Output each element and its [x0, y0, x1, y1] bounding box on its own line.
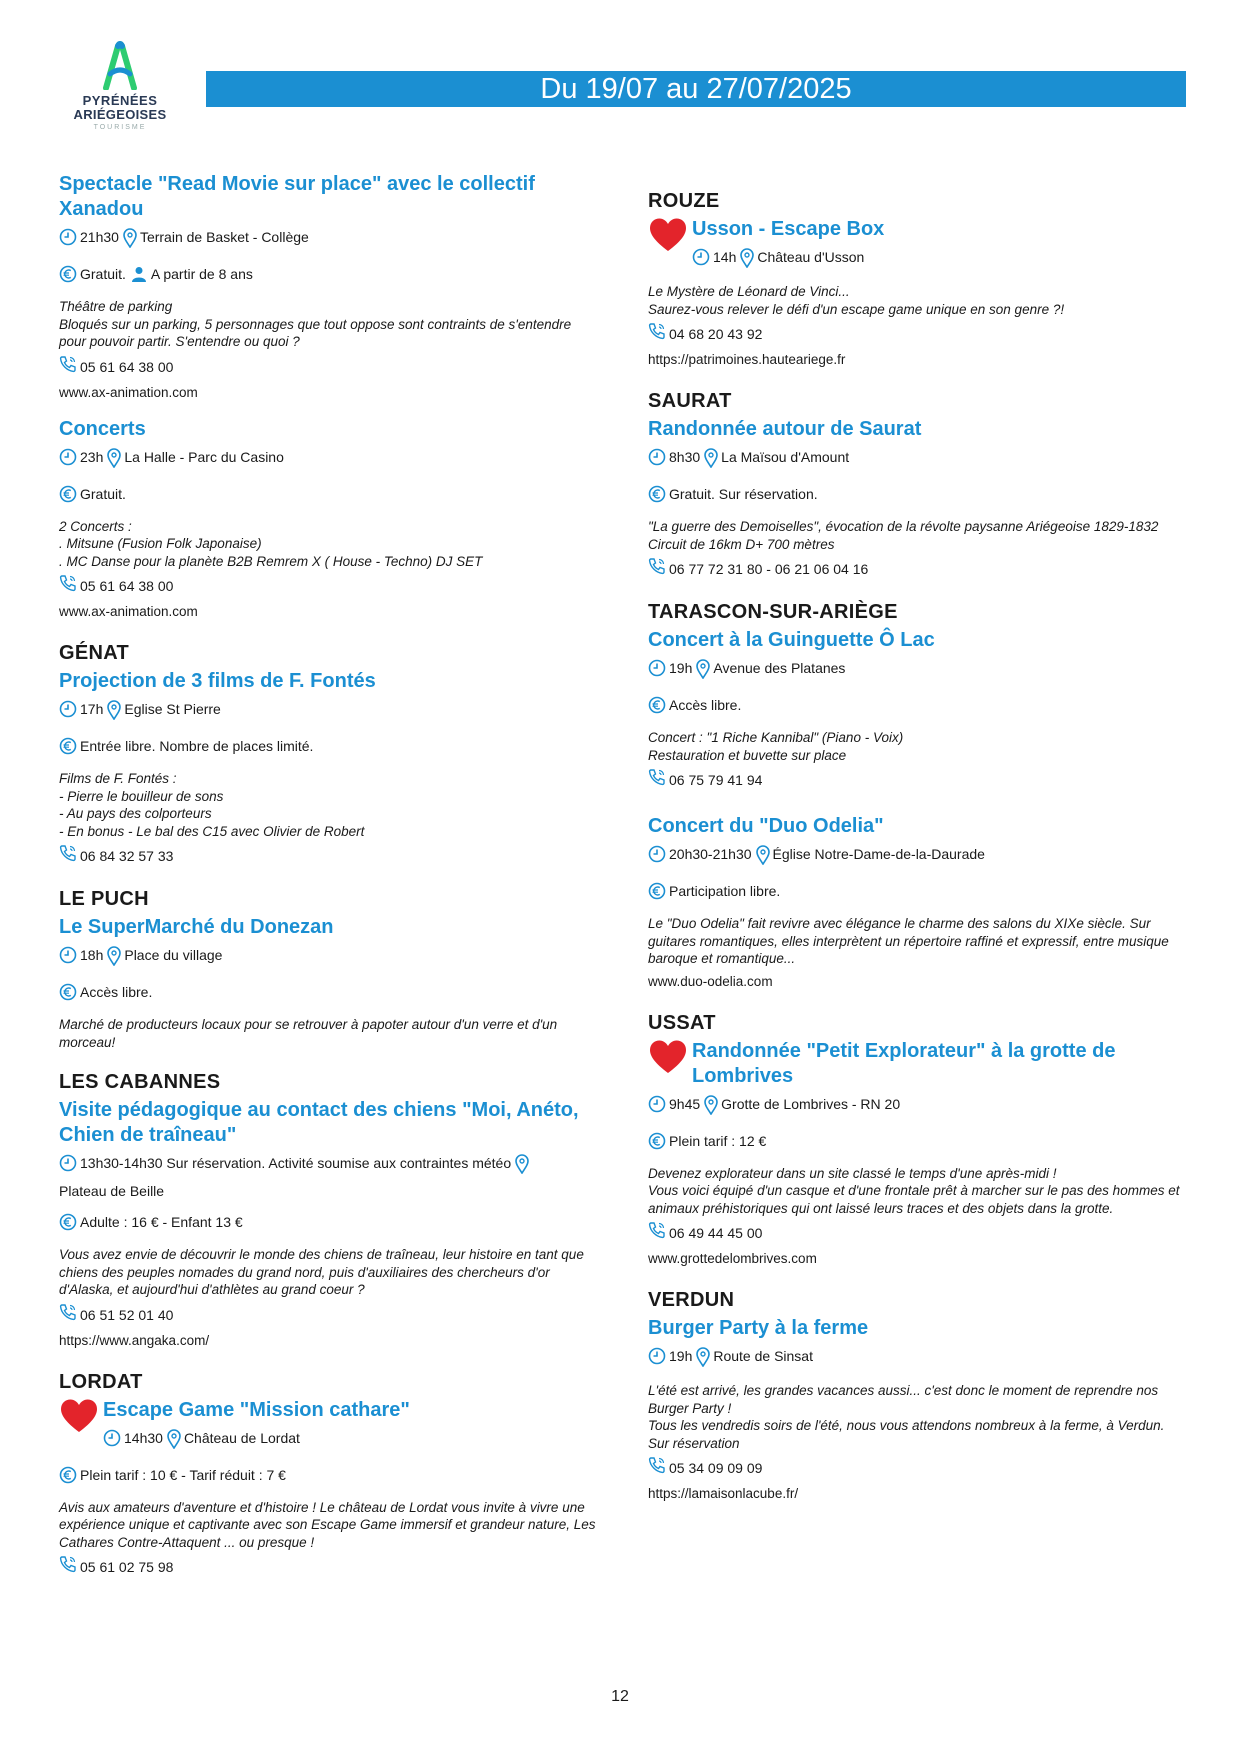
phone-icon — [648, 768, 666, 792]
event-title: Concerts — [59, 417, 146, 440]
event-place: La Halle - Parc du Casino — [124, 448, 284, 465]
event-title: Escape Game "Mission cathare" — [103, 1398, 410, 1421]
event-price: Accès libre. — [80, 984, 153, 1000]
desc-line: Devenez explorateur dans un site classé le temps d'une après-midi ! — [648, 1165, 1057, 1181]
event-description — [648, 283, 1188, 318]
city-heading: SAURAT — [648, 390, 732, 412]
event-description — [59, 298, 599, 351]
location-pin-icon — [696, 659, 710, 685]
event-phone[interactable]: 05 61 02 75 98 — [80, 1559, 174, 1575]
location-pin-icon — [704, 448, 718, 474]
euro-icon — [59, 983, 77, 1007]
euro-icon — [648, 696, 666, 720]
desc-line: Vous avez envie de découvrir le monde des chiens de traîneau, leur histoire en tant que chiens des peuples nomades du grand nord, puis d'auxiliaires des chercheurs d'or d'Alaska, et aujourd'hui d'athlètes au grand coeur ? — [59, 1247, 584, 1297]
desc-line: Tous les vendredis soirs de l'été, nous vous attendons nombreux à la ferme, à Verdun. — [648, 1418, 1165, 1433]
event-website[interactable]: https://www.angaka.com/ — [59, 1332, 210, 1348]
event-place: Terrain de Basket - Collège — [139, 229, 309, 245]
phone-icon — [59, 574, 77, 598]
location-pin-icon — [704, 1095, 718, 1121]
event-time: 13h30-14h30 Sur réservation. Activité soumise aux contraintes météo — [80, 1155, 512, 1171]
euro-icon — [59, 1466, 77, 1490]
event-title: Le SuperMarché du Donezan — [59, 916, 334, 938]
clock-icon — [692, 248, 710, 272]
event-price: Plein tarif : 12 € — [669, 1132, 767, 1149]
location-pin-icon — [740, 248, 754, 274]
event-time: 18h — [80, 947, 104, 963]
city-heading: LES CABANNES — [59, 1071, 221, 1093]
event-title: Usson - Escape Box — [692, 218, 885, 240]
location-pin-icon — [167, 1429, 181, 1455]
event-price: Gratuit. — [80, 485, 126, 502]
event-time: 14h — [713, 249, 737, 265]
desc-line: Films de F. Fontés : — [59, 771, 177, 786]
desc-line: - Au pays des colporteurs — [59, 806, 212, 821]
desc-line: Vous voici équipé d'un casque et d'une frontale prêt à marcher sur le pas des hommes et animaux préhistoriques qui ont laissé leurs traces et des objets dans la grotte. — [648, 1183, 1180, 1216]
event-phone[interactable]: 04 68 20 43 92 — [669, 326, 763, 342]
event-phone[interactable]: 06 51 52 01 40 — [80, 1306, 174, 1323]
event-place: La Maïsou d'Amount — [721, 449, 850, 465]
date-banner: Du 19/07 au 27/07/2025 — [206, 71, 1186, 107]
event-concerts — [59, 417, 599, 623]
event-guinguette — [648, 628, 1188, 792]
event-place: Plateau de Beille — [59, 1183, 165, 1199]
event-phone[interactable]: 06 77 72 31 80 - 06 21 06 04 16 — [669, 561, 869, 577]
phone-icon — [59, 1555, 77, 1579]
desc-line: - Pierre le bouilleur de sons — [59, 788, 224, 804]
left-column — [59, 172, 599, 1593]
event-website[interactable]: www.ax-animation.com — [59, 384, 198, 400]
location-pin-icon — [107, 700, 121, 726]
desc-line: - En bonus - Le bal des C15 avec Olivier de Robert — [59, 823, 365, 839]
logo-line-1: PYRÉNÉES — [82, 93, 158, 108]
city-heading: ROUZE — [648, 190, 720, 212]
desc-line: Le "Duo Odelia" fait revivre avec élégance le charme des salons du XIXe siècle. Sur guitares romantiques, elles interprètent un répertoire raffiné et expressif, entre musique baroque et romantique... — [648, 916, 1169, 966]
event-price: Gratuit. Sur réservation. — [669, 486, 818, 502]
event-title: Concert du "Duo Odelia" — [648, 815, 884, 837]
event-place: Route de Sinsat — [713, 1348, 813, 1364]
event-phone[interactable]: 06 49 44 45 00 — [669, 1225, 763, 1241]
right-column — [648, 190, 1188, 1518]
logo — [72, 40, 168, 131]
phone-icon — [648, 1221, 666, 1245]
euro-icon — [648, 1132, 666, 1156]
event-phone[interactable]: 05 34 09 09 09 — [669, 1460, 763, 1476]
city-heading: GÉNAT — [59, 642, 130, 664]
event-description — [648, 1165, 1188, 1218]
logo-line-3: TOURISME — [93, 124, 147, 131]
event-price: Adulte : 16 € - Enfant 13 € — [80, 1214, 243, 1230]
heart-icon — [59, 1398, 101, 1439]
clock-icon — [648, 659, 666, 683]
event-price: Participation libre. — [669, 883, 781, 899]
event-title: Randonnée autour de Saurat — [648, 418, 922, 440]
person-icon — [130, 265, 148, 289]
desc-line: Le Mystère de Léonard de Vinci... — [648, 284, 850, 299]
euro-icon — [59, 1213, 77, 1237]
city-heading: USSAT — [648, 1011, 716, 1034]
desc-line: Restauration et buvette sur place — [648, 747, 847, 763]
event-time: 20h30-21h30 — [669, 846, 752, 862]
event-price: Entrée libre. Nombre de places limité. — [80, 738, 314, 754]
event-time: 19h — [669, 1348, 693, 1364]
event-website[interactable]: www.ax-animation.com — [59, 604, 198, 619]
desc-line: "La guerre des Demoiselles", évocation de la révolte paysanne Ariégeoise 1829-1832 — [648, 519, 1159, 534]
clock-icon — [103, 1429, 121, 1453]
clock-icon — [648, 448, 666, 472]
event-projection — [59, 669, 599, 868]
euro-icon — [59, 265, 77, 289]
event-price: Plein tarif : 10 € - Tarif réduit : 7 € — [80, 1466, 286, 1483]
event-time: 9h45 — [669, 1095, 701, 1112]
event-description — [59, 518, 599, 571]
location-pin-icon — [107, 946, 121, 972]
event-duo-odelia — [648, 814, 1188, 992]
event-time: 23h — [80, 448, 104, 465]
city-heading: LE PUCH — [59, 888, 149, 910]
event-description — [648, 915, 1188, 968]
event-time: 8h30 — [669, 449, 701, 465]
event-age: A partir de 8 ans — [150, 266, 253, 282]
location-pin-icon — [107, 448, 121, 474]
desc-line: Circuit de 16km D+ 700 mètres — [648, 536, 835, 552]
event-chiens — [59, 1098, 599, 1351]
euro-icon — [59, 737, 77, 761]
event-price: Gratuit. — [80, 266, 126, 282]
logo-mark-icon — [98, 40, 142, 90]
location-pin-icon — [515, 1154, 529, 1180]
desc-line: Concert : "1 Riche Kannibal" (Piano - Voix) — [648, 730, 904, 745]
event-description — [59, 1016, 599, 1051]
event-website[interactable]: www.grottedelombrives.com — [648, 1251, 817, 1266]
city-heading: VERDUN — [648, 1289, 735, 1311]
event-escape-game — [59, 1398, 599, 1580]
event-price: Accès libre. — [669, 697, 742, 713]
event-place: Château d'Usson — [757, 249, 865, 265]
event-description — [59, 1499, 599, 1552]
event-supermarche — [59, 915, 599, 1051]
heart-icon — [648, 217, 690, 258]
phone-icon — [59, 1303, 77, 1327]
event-place: Eglise St Pierre — [124, 701, 221, 717]
event-website[interactable]: https://lamaisonlacube.fr/ — [648, 1486, 799, 1501]
event-phone[interactable]: 06 84 32 57 33 — [80, 848, 174, 864]
clock-icon — [59, 1154, 77, 1178]
event-description — [59, 770, 599, 840]
event-read-movie — [59, 172, 599, 403]
event-description — [648, 729, 1188, 764]
event-phone[interactable]: 05 61 64 38 00 — [80, 358, 174, 375]
event-description — [59, 1246, 599, 1299]
desc-line: . MC Danse pour la planète B2B Remrem X ( House - Techno) DJ SET — [59, 553, 483, 569]
location-pin-icon — [756, 845, 770, 871]
euro-icon — [59, 485, 77, 509]
desc-line: . Mitsune (Fusion Folk Japonaise) — [59, 536, 262, 551]
desc-line: Marché de producteurs locaux pour se retrouver à papoter autour d'un verre et d'un morceau! — [59, 1017, 558, 1050]
event-title: Visite pédagogique au contact des chiens "Moi, Anéto, Chien de traîneau" — [59, 1099, 579, 1146]
event-description — [648, 518, 1188, 553]
clock-icon — [648, 845, 666, 869]
event-place: Grotte de Lombrives - RN 20 — [721, 1095, 901, 1112]
phone-icon — [59, 844, 77, 868]
event-title: Concert à la Guinguette Ô Lac — [648, 629, 935, 651]
event-title: Randonnée "Petit Explorateur" à la grotte de Lombrives — [692, 1039, 1116, 1087]
event-title: Burger Party à la ferme — [648, 1317, 869, 1339]
event-time: 14h30 — [124, 1429, 163, 1446]
clock-icon — [648, 1095, 666, 1119]
event-randonnee-saurat — [648, 417, 1188, 581]
event-phone[interactable]: 05 61 64 38 00 — [80, 578, 174, 594]
page-number: 12 — [611, 1688, 629, 1705]
desc-line: Avis aux amateurs d'aventure et d'histoire ! Le château de Lordat vous invite à vivre une expérience unique et captivante avec son Escape Game immersif et grandeur nature, Les Cathares Contre-Attaquent ... ou presque ! — [59, 1499, 596, 1550]
event-time: 21h30 — [80, 229, 119, 245]
desc-line: L'été est arrivé, les grandes vacances aussi... c'est donc le moment de reprendre nos Burger Party ! — [648, 1383, 1159, 1416]
event-website[interactable]: https://patrimoines.hauteariege.fr — [648, 352, 846, 367]
desc-line: 2 Concerts : — [59, 518, 132, 534]
location-pin-icon — [696, 1347, 710, 1373]
event-place: Avenue des Platanes — [713, 660, 846, 676]
city-heading: TARASCON-SUR-ARIÈGE — [648, 601, 898, 623]
clock-icon — [59, 228, 77, 252]
event-burger-party — [648, 1316, 1188, 1504]
desc-line: Saurez-vous relever le défi d'un escape game unique en son genre ?! — [648, 301, 1065, 317]
phone-icon — [648, 557, 666, 581]
event-place: Église Notre-Dame-de-la-Daurade — [772, 846, 985, 862]
city-heading: LORDAT — [59, 1370, 143, 1393]
clock-icon — [59, 448, 77, 472]
phone-icon — [648, 322, 666, 346]
euro-icon — [648, 882, 666, 906]
desc-line: Sur réservation — [648, 1435, 740, 1451]
event-time: 17h — [80, 701, 104, 717]
phone-icon — [648, 1456, 666, 1480]
event-usson — [648, 217, 1188, 370]
clock-icon — [59, 946, 77, 970]
logo-line-2: ARIÉGEOISES — [73, 107, 167, 122]
event-time: 19h — [669, 660, 693, 676]
event-title: Projection de 3 films de F. Fontés — [59, 670, 376, 692]
desc-line: Bloqués sur un parking, 5 personnages que tout oppose sont contraints de s'entendre pour pouvoir partir. S'entendre ou quoi ? — [59, 316, 572, 349]
phone-icon — [59, 355, 77, 379]
event-phone[interactable]: 06 75 79 41 94 — [669, 772, 763, 788]
clock-icon — [648, 1347, 666, 1371]
clock-icon — [59, 700, 77, 724]
event-title: Spectacle "Read Movie sur place" avec le collectif Xanadou — [59, 173, 535, 220]
event-description — [648, 1382, 1188, 1452]
event-petit-explorateur — [648, 1039, 1188, 1270]
event-website[interactable]: www.duo-odelia.com — [648, 973, 773, 989]
event-place: Château de Lordat — [183, 1429, 300, 1446]
event-place: Place du village — [124, 947, 223, 963]
euro-icon — [648, 485, 666, 509]
desc-line: Théâtre de parking — [59, 299, 173, 314]
heart-icon — [648, 1039, 690, 1080]
location-pin-icon — [123, 228, 137, 254]
